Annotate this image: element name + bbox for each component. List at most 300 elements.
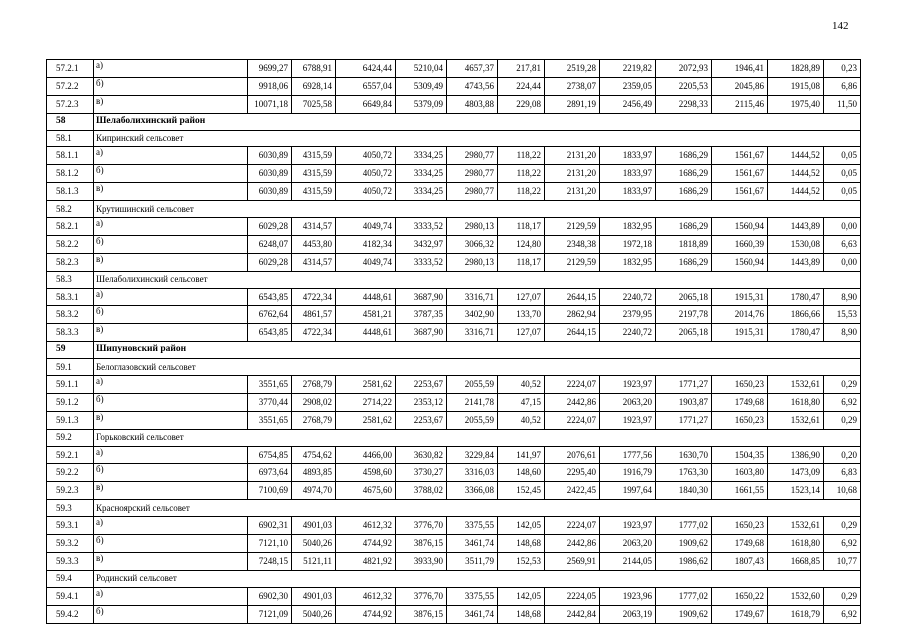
table-cell: 148,68 (498, 535, 545, 553)
table-cell: 6248,07 (248, 235, 292, 253)
row-code: 58.1.2 (47, 165, 94, 183)
subsection-row (47, 429, 861, 446)
table-cell: 2569,91 (545, 552, 600, 570)
page-number: 142 (832, 20, 849, 32)
table-cell: 15,53 (824, 306, 861, 324)
table-cell: 47,15 (498, 393, 545, 411)
council-title: Родинский сельсовет (94, 570, 861, 587)
table-cell: 2253,67 (396, 411, 447, 429)
table-cell: 6,83 (824, 464, 861, 482)
data-table (46, 59, 861, 624)
table-cell: 6543,85 (248, 324, 292, 342)
table-cell: 2353,12 (396, 393, 447, 411)
table-cell: 1915,31 (712, 288, 768, 306)
row-code: 58.2.3 (47, 253, 94, 271)
row-code: 58.3 (47, 271, 94, 288)
district-title: Шелаболихинский район (94, 113, 861, 130)
row-code: 59.2.2 (47, 464, 94, 482)
table-cell: 2456,49 (600, 95, 656, 113)
table-cell: 1972,18 (600, 235, 656, 253)
table-cell: 3770,44 (248, 393, 292, 411)
table-cell: 118,17 (498, 218, 545, 236)
council-title: Белоглазовский сельсовет (94, 359, 861, 376)
table-cell: 1661,55 (712, 482, 768, 500)
table-cell: 1532,61 (768, 411, 824, 429)
table-cell: 141,97 (498, 446, 545, 464)
table-cell: 2063,20 (600, 393, 656, 411)
table-cell: 3402,90 (447, 306, 498, 324)
table-cell: 2295,40 (545, 464, 600, 482)
table-cell: 2224,07 (545, 517, 600, 535)
table-cell: 9699,27 (248, 60, 292, 78)
table-cell: 2063,19 (600, 605, 656, 623)
table-cell: 2442,86 (545, 393, 600, 411)
row-label: в) (94, 95, 248, 113)
table-cell: 1561,67 (712, 147, 768, 165)
table-cell: 4744,92 (336, 535, 396, 553)
table-cell: 1832,95 (600, 218, 656, 236)
table-cell: 2980,13 (447, 253, 498, 271)
table-cell: 4598,60 (336, 464, 396, 482)
table-cell: 1749,68 (712, 535, 768, 553)
table-cell: 118,22 (498, 147, 545, 165)
table-cell: 6928,14 (292, 77, 336, 95)
table-cell: 4049,74 (336, 218, 396, 236)
row-label: в) (94, 411, 248, 429)
row-code: 58.1 (47, 130, 94, 147)
table-row (47, 552, 861, 570)
council-title: Шелаболихинский сельсовет (94, 271, 861, 288)
table-cell: 1443,89 (768, 253, 824, 271)
table-cell: 1386,90 (768, 446, 824, 464)
table-cell: 3229,84 (447, 446, 498, 464)
table-cell: 1915,31 (712, 324, 768, 342)
row-code: 59.3 (47, 500, 94, 517)
table-cell: 217,81 (498, 60, 545, 78)
row-code: 58.3.2 (47, 306, 94, 324)
row-label: б) (94, 464, 248, 482)
council-title: Кипринский сельсовет (94, 130, 861, 147)
table-cell: 1504,35 (712, 446, 768, 464)
table-cell: 6754,85 (248, 446, 292, 464)
table-cell: 2348,38 (545, 235, 600, 253)
table-cell: 2738,07 (545, 77, 600, 95)
table-cell: 3375,55 (447, 517, 498, 535)
table-cell: 1975,40 (768, 95, 824, 113)
row-label: а) (94, 147, 248, 165)
table-row (47, 464, 861, 482)
table-cell: 1909,62 (656, 605, 712, 623)
row-code: 59.2.1 (47, 446, 94, 464)
table-cell: 10,68 (824, 482, 861, 500)
table-cell: 3933,90 (396, 552, 447, 570)
table-cell: 152,53 (498, 552, 545, 570)
council-title: Красноярский сельсовет (94, 500, 861, 517)
table-row (47, 517, 861, 535)
table-cell: 1780,47 (768, 288, 824, 306)
table-cell: 8,90 (824, 324, 861, 342)
table-row (47, 535, 861, 553)
table-cell: 1650,23 (712, 411, 768, 429)
row-code: 57.2.1 (47, 60, 94, 78)
table-cell: 1686,29 (656, 183, 712, 201)
row-code: 58.2.2 (47, 235, 94, 253)
table-cell: 2045,86 (712, 77, 768, 95)
table-cell: 2224,07 (545, 411, 600, 429)
table-cell: 2141,78 (447, 393, 498, 411)
council-title: Горьковский сельсовет (94, 429, 861, 446)
table-cell: 2205,53 (656, 77, 712, 95)
subsection-row (47, 500, 861, 517)
table-cell: 2072,93 (656, 60, 712, 78)
table-cell: 1618,80 (768, 535, 824, 553)
row-label: б) (94, 306, 248, 324)
table-cell: 3066,32 (447, 235, 498, 253)
table-cell: 4754,62 (292, 446, 336, 464)
table-cell: 4314,57 (292, 218, 336, 236)
table-cell: 1630,70 (656, 446, 712, 464)
table-cell: 229,08 (498, 95, 545, 113)
table-cell: 2379,95 (600, 306, 656, 324)
table-cell: 4657,37 (447, 60, 498, 78)
table-cell: 1686,29 (656, 165, 712, 183)
subsection-row (47, 201, 861, 218)
row-label: б) (94, 605, 248, 623)
table-cell: 1915,08 (768, 77, 824, 95)
table-cell: 2115,46 (712, 95, 768, 113)
table-cell: 6973,64 (248, 464, 292, 482)
table-cell: 4314,57 (292, 253, 336, 271)
table-cell: 1840,30 (656, 482, 712, 500)
table-cell: 1443,89 (768, 218, 824, 236)
table-cell: 2144,05 (600, 552, 656, 570)
table-cell: 7121,09 (248, 605, 292, 623)
table-cell: 2980,13 (447, 218, 498, 236)
table-row (47, 288, 861, 306)
table-cell: 2055,59 (447, 376, 498, 394)
table-cell: 7025,58 (292, 95, 336, 113)
table-cell: 2131,20 (545, 147, 600, 165)
table-cell: 3334,25 (396, 183, 447, 201)
table-cell: 3316,71 (447, 324, 498, 342)
table-cell: 3787,35 (396, 306, 447, 324)
table-cell: 3333,52 (396, 253, 447, 271)
row-label: б) (94, 393, 248, 411)
table-cell: 6788,91 (292, 60, 336, 78)
table-cell: 5121,11 (292, 552, 336, 570)
table-cell: 3316,71 (447, 288, 498, 306)
table-cell: 3375,55 (447, 587, 498, 605)
table-cell: 4581,21 (336, 306, 396, 324)
table-cell: 133,70 (498, 306, 545, 324)
table-cell: 0,00 (824, 218, 861, 236)
row-label: а) (94, 60, 248, 78)
row-code: 59.2 (47, 429, 94, 446)
table-cell: 1818,89 (656, 235, 712, 253)
table-cell: 127,07 (498, 288, 545, 306)
table-cell: 3687,90 (396, 288, 447, 306)
table-cell: 2980,77 (447, 165, 498, 183)
table-cell: 1660,39 (712, 235, 768, 253)
table-cell: 8,90 (824, 288, 861, 306)
table-row (47, 605, 861, 623)
row-code: 59.2.3 (47, 482, 94, 500)
table-cell: 6762,64 (248, 306, 292, 324)
table-cell: 1909,62 (656, 535, 712, 553)
table-cell: 6030,89 (248, 183, 292, 201)
table-cell: 4722,34 (292, 324, 336, 342)
table-cell: 1444,52 (768, 147, 824, 165)
table-row (47, 253, 861, 271)
table-cell: 142,05 (498, 517, 545, 535)
table-cell: 4612,32 (336, 587, 396, 605)
table-cell: 2768,79 (292, 411, 336, 429)
row-code: 58.1.1 (47, 147, 94, 165)
row-label: в) (94, 183, 248, 201)
row-code: 59.4.1 (47, 587, 94, 605)
table-cell: 4743,56 (447, 77, 498, 95)
table-row (47, 376, 861, 394)
row-code: 59.3.3 (47, 552, 94, 570)
table-cell: 4448,61 (336, 288, 396, 306)
table-row (47, 324, 861, 342)
table-row (47, 587, 861, 605)
table-cell: 2131,20 (545, 183, 600, 201)
table-cell: 3333,52 (396, 218, 447, 236)
table-cell: 2253,67 (396, 376, 447, 394)
row-code: 57.2.2 (47, 77, 94, 95)
row-label: а) (94, 517, 248, 535)
table-cell: 2442,86 (545, 535, 600, 553)
table-cell: 5210,04 (396, 60, 447, 78)
row-label: б) (94, 235, 248, 253)
table-cell: 224,44 (498, 77, 545, 95)
table-cell: 1923,97 (600, 517, 656, 535)
table-cell: 9918,06 (248, 77, 292, 95)
subsection-row (47, 570, 861, 587)
table-cell: 2581,62 (336, 411, 396, 429)
table-cell: 0,29 (824, 411, 861, 429)
table-cell: 6,92 (824, 535, 861, 553)
table-cell: 6029,28 (248, 218, 292, 236)
table-cell: 2442,84 (545, 605, 600, 623)
table-cell: 2714,22 (336, 393, 396, 411)
table-cell: 3511,79 (447, 552, 498, 570)
table-cell: 1780,47 (768, 324, 824, 342)
table-cell: 152,45 (498, 482, 545, 500)
table-cell: 118,17 (498, 253, 545, 271)
table-cell: 1946,41 (712, 60, 768, 78)
table-cell: 2129,59 (545, 218, 600, 236)
table-cell: 4612,32 (336, 517, 396, 535)
table-cell: 6543,85 (248, 288, 292, 306)
table-cell: 6649,84 (336, 95, 396, 113)
table-cell: 3334,25 (396, 165, 447, 183)
table-cell: 7121,10 (248, 535, 292, 553)
table-cell: 1771,27 (656, 411, 712, 429)
table-cell: 0,23 (824, 60, 861, 78)
table-cell: 7248,15 (248, 552, 292, 570)
table-row (47, 306, 861, 324)
table-cell: 4050,72 (336, 183, 396, 201)
table-cell: 0,29 (824, 376, 861, 394)
table-cell: 4901,03 (292, 587, 336, 605)
row-code: 59.3.1 (47, 517, 94, 535)
table-cell: 4453,80 (292, 235, 336, 253)
table-cell: 1473,09 (768, 464, 824, 482)
table-cell: 1986,62 (656, 552, 712, 570)
table-cell: 2298,33 (656, 95, 712, 113)
table-cell: 1916,79 (600, 464, 656, 482)
table-cell: 0,05 (824, 165, 861, 183)
table-cell: 6,86 (824, 77, 861, 95)
table-cell: 0,20 (824, 446, 861, 464)
table-cell: 1444,52 (768, 165, 824, 183)
table-cell: 1618,80 (768, 393, 824, 411)
table-row (47, 235, 861, 253)
table-cell: 1532,61 (768, 517, 824, 535)
table-cell: 6,92 (824, 393, 861, 411)
table-cell: 4050,72 (336, 147, 396, 165)
table-cell: 1686,29 (656, 253, 712, 271)
table-cell: 1603,80 (712, 464, 768, 482)
row-label: в) (94, 324, 248, 342)
table-cell: 0,29 (824, 587, 861, 605)
table-cell: 1532,61 (768, 376, 824, 394)
table-cell: 1807,43 (712, 552, 768, 570)
table-cell: 3630,82 (396, 446, 447, 464)
table-cell: 4861,57 (292, 306, 336, 324)
table-cell: 4315,59 (292, 165, 336, 183)
table-cell: 1523,14 (768, 482, 824, 500)
table-row (47, 393, 861, 411)
table-cell: 1903,87 (656, 393, 712, 411)
row-label: б) (94, 165, 248, 183)
table-cell: 142,05 (498, 587, 545, 605)
table-cell: 3776,70 (396, 517, 447, 535)
table-row (47, 218, 861, 236)
table-cell: 2219,82 (600, 60, 656, 78)
subsection-row (47, 359, 861, 376)
table-cell: 2065,18 (656, 288, 712, 306)
table-cell: 4821,92 (336, 552, 396, 570)
table-cell: 1923,97 (600, 376, 656, 394)
table-cell: 1650,23 (712, 376, 768, 394)
row-code: 58.1.3 (47, 183, 94, 201)
table-cell: 0,29 (824, 517, 861, 535)
table-row (47, 482, 861, 500)
row-code: 59 (47, 342, 94, 359)
table-row (47, 165, 861, 183)
table-cell: 4901,03 (292, 517, 336, 535)
table-cell: 10,77 (824, 552, 861, 570)
table-cell: 118,22 (498, 165, 545, 183)
table-cell: 3461,74 (447, 605, 498, 623)
table-cell: 6902,31 (248, 517, 292, 535)
table-cell: 1749,68 (712, 393, 768, 411)
row-code: 59.4.2 (47, 605, 94, 623)
table-row (47, 77, 861, 95)
table-cell: 4893,85 (292, 464, 336, 482)
table-cell: 3461,74 (447, 535, 498, 553)
table-cell: 1650,22 (712, 587, 768, 605)
row-code: 58.3.1 (47, 288, 94, 306)
table-cell: 1560,94 (712, 218, 768, 236)
table-cell: 1532,60 (768, 587, 824, 605)
section-row (47, 342, 861, 359)
table-cell: 6424,44 (336, 60, 396, 78)
table-cell: 2644,15 (545, 288, 600, 306)
table-cell: 1444,52 (768, 183, 824, 201)
row-code: 59.1.2 (47, 393, 94, 411)
table-cell: 1777,02 (656, 517, 712, 535)
row-label: в) (94, 482, 248, 500)
table-cell: 2519,28 (545, 60, 600, 78)
table-cell: 40,52 (498, 376, 545, 394)
table-cell: 1828,89 (768, 60, 824, 78)
row-code: 59.1 (47, 359, 94, 376)
section-row (47, 113, 861, 130)
table-cell: 2980,77 (447, 147, 498, 165)
table-cell: 4722,34 (292, 288, 336, 306)
district-title: Шипуновский район (94, 342, 861, 359)
table-cell: 6,92 (824, 605, 861, 623)
row-code: 57.2.3 (47, 95, 94, 113)
table-cell: 1923,97 (600, 411, 656, 429)
subsection-row (47, 130, 861, 147)
table-cell: 2908,02 (292, 393, 336, 411)
table-cell: 2891,19 (545, 95, 600, 113)
table-cell: 2240,72 (600, 288, 656, 306)
table-cell: 3551,65 (248, 411, 292, 429)
table-cell: 1866,66 (768, 306, 824, 324)
row-code: 59.3.2 (47, 535, 94, 553)
table-cell: 1777,56 (600, 446, 656, 464)
table-cell: 2862,94 (545, 306, 600, 324)
table-cell: 4675,60 (336, 482, 396, 500)
table-cell: 4049,74 (336, 253, 396, 271)
row-label: а) (94, 218, 248, 236)
table-cell: 1997,64 (600, 482, 656, 500)
row-code: 58.3.3 (47, 324, 94, 342)
table-cell: 1763,30 (656, 464, 712, 482)
table-cell: 2014,76 (712, 306, 768, 324)
table-cell: 1777,02 (656, 587, 712, 605)
row-label: в) (94, 253, 248, 271)
table-cell: 7100,69 (248, 482, 292, 500)
table-row (47, 60, 861, 78)
row-label: б) (94, 535, 248, 553)
council-title: Крутишинский сельсовет (94, 201, 861, 218)
table-cell: 4448,61 (336, 324, 396, 342)
row-code: 58 (47, 113, 94, 130)
table-cell: 2581,62 (336, 376, 396, 394)
table-cell: 124,80 (498, 235, 545, 253)
row-code: 59.1.3 (47, 411, 94, 429)
table-cell: 2197,78 (656, 306, 712, 324)
table-cell: 1833,97 (600, 165, 656, 183)
table-cell: 0,00 (824, 253, 861, 271)
table-cell: 4182,34 (336, 235, 396, 253)
row-label: а) (94, 446, 248, 464)
table-cell: 2422,45 (545, 482, 600, 500)
table-cell: 3316,03 (447, 464, 498, 482)
table-cell: 10071,18 (248, 95, 292, 113)
row-code: 59.4 (47, 570, 94, 587)
table-cell: 2129,59 (545, 253, 600, 271)
table-row (47, 147, 861, 165)
table-row (47, 95, 861, 113)
